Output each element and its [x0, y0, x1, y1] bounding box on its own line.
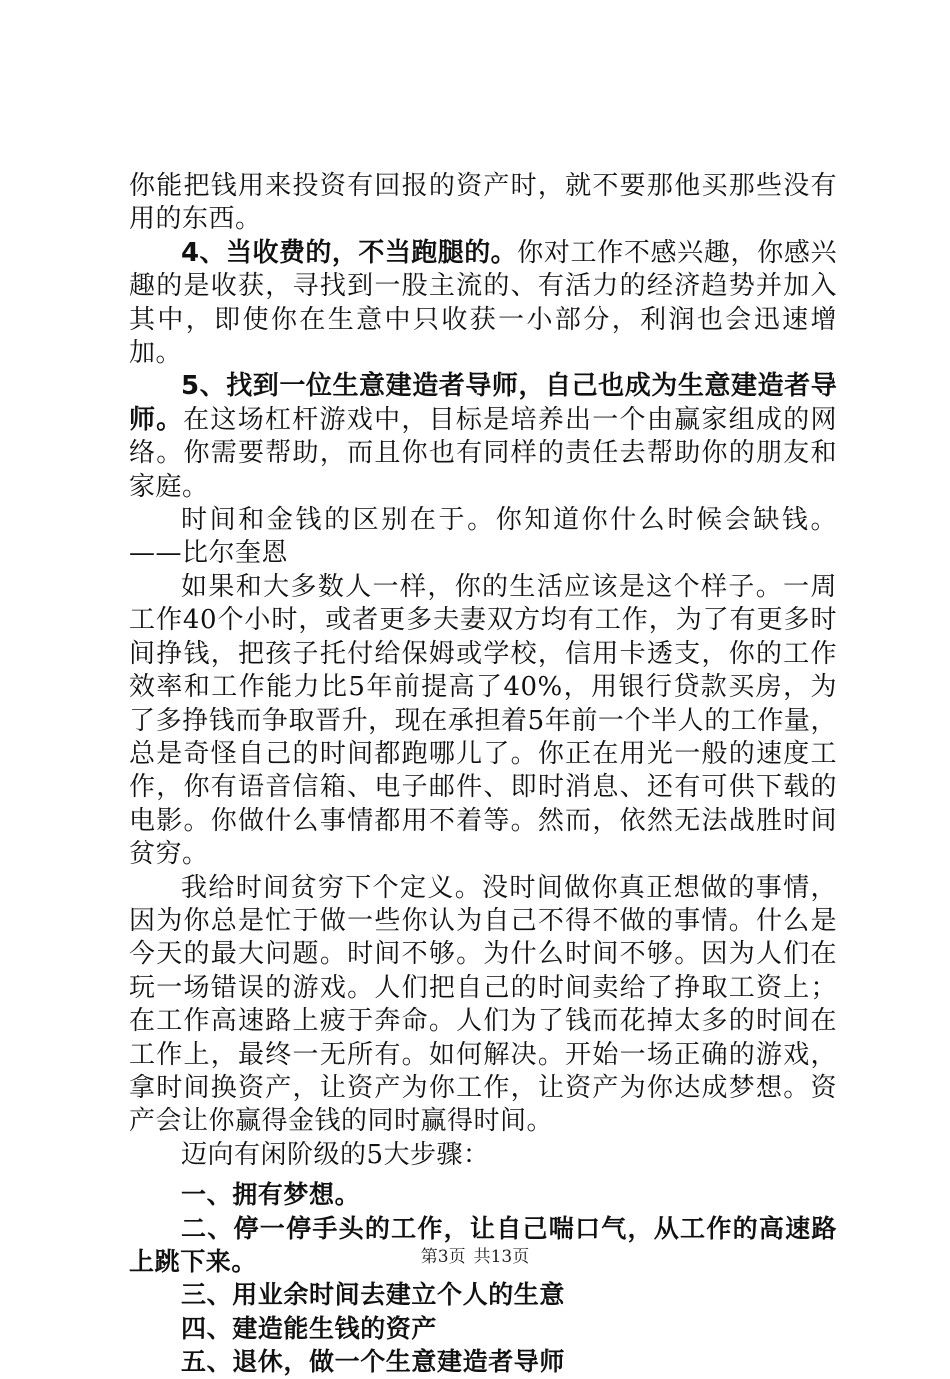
step-4: 四、建造能生钱的资产 [181, 1313, 438, 1343]
page-number: 第3页 [420, 1247, 466, 1267]
point-4-text: 你对工作不感兴趣，你感兴趣的是收获，寻找到一股主流的、有活力的经济趋势并加入其中，即使你在生意中只收获一小部分，利润也会迅速增加。 [129, 237, 837, 369]
step-5: 五、退休，做一个生意建造者导师 [181, 1347, 566, 1377]
paragraph-point-5 [129, 370, 837, 504]
step-2: 二、停一停手头的工作，让自己喘口气，从工作的高速路上跳下来。 [129, 1213, 837, 1276]
step-1: 一、拥有梦想。 [181, 1180, 361, 1210]
paragraph-intro: 你能把钱用来投资有回报的资产时，就不要那他买那些没有用的东西。 [129, 171, 837, 235]
paragraph-typical-life: 如果和大多数人一样，你的生活应该是这个样子。一周工作40个小时，或者更多夫妻双方均有工作，为了有更多时间挣钱，把孩子托付给保姆或学校，信用卡透支，你的工作效率和工作能力比5年前提高了40%，用银行贷款买房，为了多挣钱而争取晋升，现在承担着5年前一个半人的工作量，总是奇怪自己的时间都跑哪儿了。你正在用光一般的速度工作，你有语音信箱、电子邮件、即时消息、还有可供下载的电影。你做什么事情都用不着等。然而，依然无法战胜时间贫穷。 [129, 571, 837, 870]
page-total: 共13页 [473, 1247, 530, 1267]
point-5-text: 在这场杠杆游戏中，目标是培养出一个由赢家组成的网络。你需要帮助，而且你也有同样的责任去帮助你的朋友和家庭。 [129, 404, 837, 502]
point-5-heading: 5、找到一位生意建造者导师，自己也成为生意建造者导师。 [129, 371, 837, 435]
step-3: 三、用业余时间去建立个人的生意 [181, 1280, 566, 1310]
paragraph-steps-intro: 迈向有闲阶级的5大步骤： [181, 1139, 490, 1170]
document-body [129, 170, 837, 1379]
point-4-heading: 4、当收费的，不当跑腿的。 [181, 237, 518, 268]
page-footer [0, 1242, 950, 1267]
paragraph-quote: 时间和金钱的区别在于。你知道你什么时候会缺钱。——比尔奎恩 [129, 505, 837, 569]
paragraph-time-poverty: 我给时间贫穷下个定义。没时间做你真正想做的事情，因为你总是忙于做一些你认为自己不得不做的事情。什么是今天的最大问题。时间不够。为什么时间不够。因为人们在玩一场错误的游戏。人们把自己的时间卖给了挣取工资上；在工作高速路上疲于奔命。人们为了钱而花掉太多的时间在工作上，最终一无所有。如何解决。开始一场正确的游戏，拿时间换资产，让资产为你工作，让资产为你达成梦想。资产会让你赢得金钱的同时赢得时间。 [129, 872, 837, 1137]
paragraph-point-4 [129, 237, 837, 371]
